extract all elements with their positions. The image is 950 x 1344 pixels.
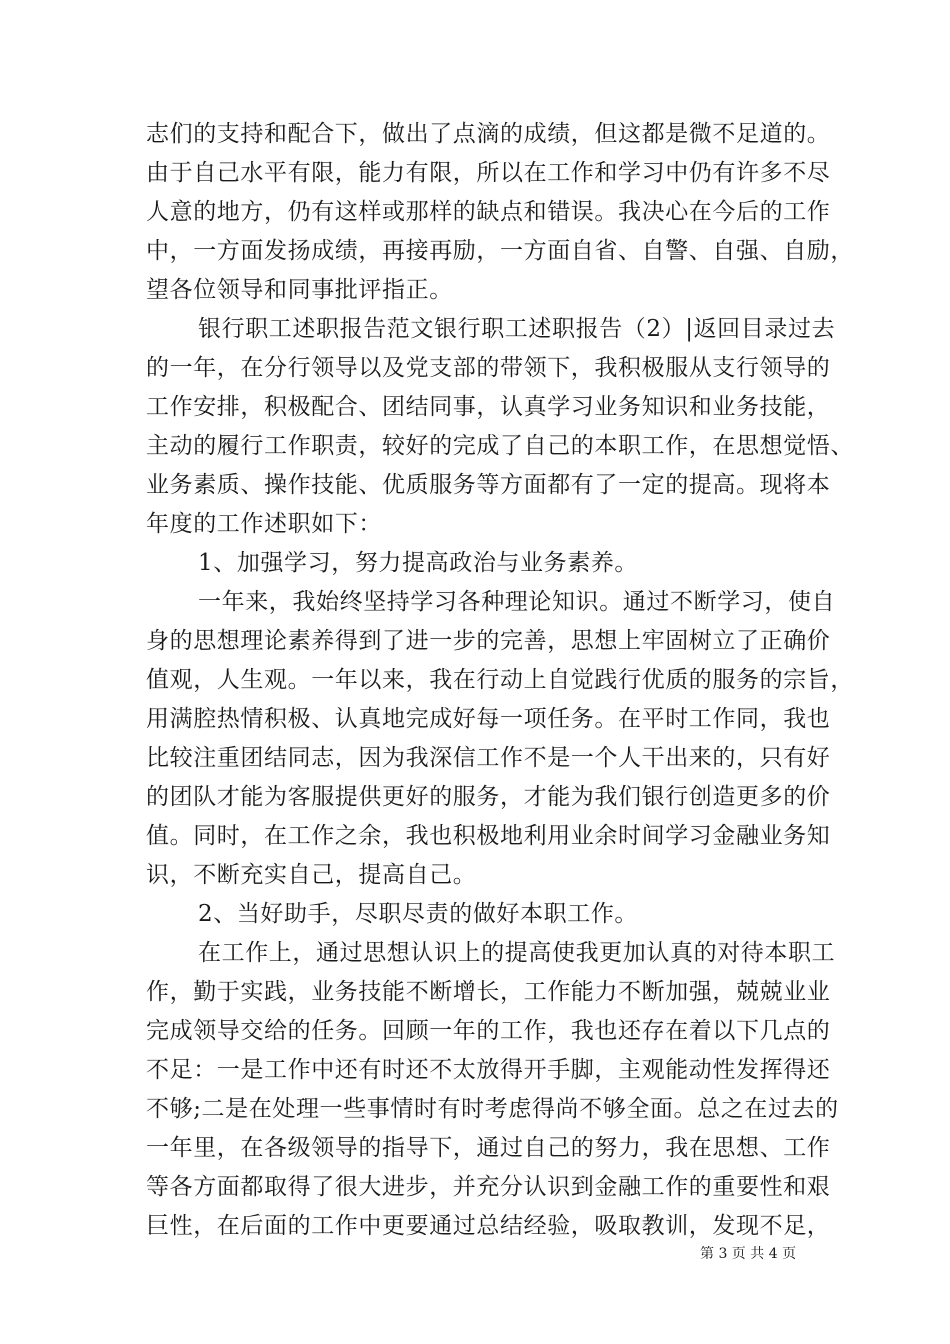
text-line: 的团队才能为客服提供更好的服务，才能为我们银行创造更多的价 [146, 784, 831, 810]
text-line: 2、当好助手，尽职尽责的做好本职工作。 [198, 901, 639, 927]
text-line: 由于自己水平有限，能力有限，所以在工作和学习中仍有许多不尽 [146, 160, 831, 186]
text-line: 中，一方面发扬成绩，再接再励，一方面自省、自警、自强、自励， [146, 238, 854, 264]
text-line: 主动的履行工作职责，较好的完成了自己的本职工作，在思想觉悟、 [146, 433, 854, 459]
text-line: 完成领导交给的任务。回顾一年的工作，我也还存在着以下几点的 [146, 1018, 831, 1044]
text-line: 一年来，我始终坚持学习各种理论知识。通过不断学习，使自 [198, 589, 836, 615]
text-line: 巨性，在后面的工作中更要通过总结经验，吸取教训，发现不足， [146, 1213, 831, 1239]
text-line: 用满腔热情积极、认真地完成好每一项任务。在平时工作同，我也 [146, 706, 831, 732]
text-line: 在工作上，通过思想认识上的提高使我更加认真的对待本职工 [198, 940, 836, 966]
text-line: 人意的地方，仍有这样或那样的缺点和错误。我决心在今后的工作 [146, 199, 831, 225]
text-line: 年度的工作述职如下： [146, 511, 382, 537]
text-line: 的一年，在分行领导以及党支部的带领下，我积极服从支行领导的 [146, 355, 831, 381]
page-number: 第 3 页 共 4 页 [700, 1246, 797, 1262]
text-line: 值。同时，在工作之余，我也积极地利用业余时间学习金融业务知 [146, 823, 831, 849]
text-line: 望各位领导和同事批评指正。 [146, 277, 453, 303]
text-line: 不足：一是工作中还有时还不太放得开手脚，主观能动性发挥得还 [146, 1057, 831, 1083]
text-line: 识，不断充实自己，提高自己。 [146, 862, 477, 888]
text-line: 值观，人生观。一年以来，我在行动上自觉践行优质的服务的宗旨， [146, 667, 854, 693]
text-line: 银行职工述职报告范文银行职工述职报告（2）|返回目录过去 [198, 316, 836, 342]
text-line: 业务素质、操作技能、优质服务等方面都有了一定的提高。现将本 [146, 472, 831, 498]
text-line: 比较注重团结同志，因为我深信工作不是一个人干出来的，只有好 [146, 745, 831, 771]
text-line: 一年里，在各级领导的指导下，通过自己的努力，我在思想、工作 [146, 1135, 831, 1161]
text-line: 不够;二是在处理一些事情时有时考虑得尚不够全面。总之在过去的 [146, 1096, 839, 1122]
text-line: 1、加强学习，努力提高政治与业务素养。 [198, 550, 639, 576]
text-line: 身的思想理论素养得到了进一步的完善，思想上牢固树立了正确价 [146, 628, 831, 654]
text-line: 工作安排，积极配合、团结同事，认真学习业务知识和业务技能， [146, 394, 831, 420]
text-line: 等各方面都取得了很大进步，并充分认识到金融工作的重要性和艰 [146, 1174, 831, 1200]
text-line: 作，勤于实践，业务技能不断增长，工作能力不断加强，兢兢业业 [146, 979, 831, 1005]
text-line: 志们的支持和配合下，做出了点滴的成绩，但这都是微不足道的。 [146, 121, 831, 147]
